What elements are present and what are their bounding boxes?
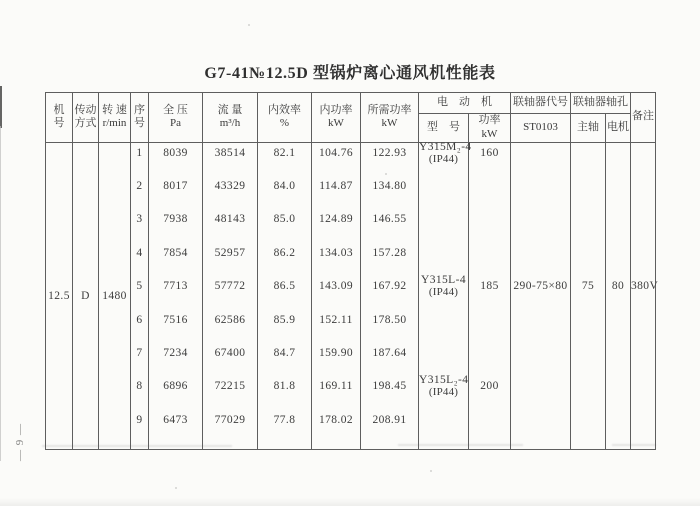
coupling-value-cell <box>511 143 570 449</box>
cell-value: 198.45 <box>372 380 407 393</box>
cell-value: 7713 <box>163 280 188 293</box>
performance-table <box>45 92 659 450</box>
scan-edge-artifact <box>0 86 2 128</box>
cell-value: 167.92 <box>372 280 407 293</box>
th-efficiency <box>258 93 312 143</box>
cell-value: 7516 <box>163 313 188 326</box>
main-shaft-cell <box>571 143 605 449</box>
cell-value: 6473 <box>163 413 188 426</box>
cell-value: 4 <box>136 246 143 259</box>
col-serial <box>131 142 149 449</box>
cell-value: 5 <box>136 280 143 293</box>
cell-value: 52957 <box>214 246 246 259</box>
cell-value: 82.1 <box>273 146 296 159</box>
cell-value: 3 <box>136 213 143 226</box>
th-label: 电机 <box>607 120 629 133</box>
col-remark <box>631 142 659 449</box>
scan-speckle <box>175 487 177 489</box>
col-motor-model <box>419 140 472 449</box>
cell-value: 86.5 <box>273 280 296 293</box>
cell-machine-no: 12.5 <box>48 289 70 302</box>
cell-drive-type: D <box>81 289 90 302</box>
th-required-power <box>361 93 419 143</box>
page-title: G7-41№12.5D 型锅炉离心通风机性能表 <box>204 65 496 82</box>
th-label: kW <box>328 117 344 130</box>
cell-value: 178.02 <box>318 413 354 426</box>
cell-value: 57772 <box>214 280 246 293</box>
cell-value: 8017 <box>163 179 188 192</box>
table-body-row <box>46 142 656 449</box>
th-motor-power <box>469 114 511 143</box>
cell-speed: 1480 <box>102 289 127 302</box>
cell-value: 2 <box>136 179 143 192</box>
th-label: 号 <box>53 117 65 130</box>
cell-value: 7854 <box>163 246 188 259</box>
cell-value: 7938 <box>163 213 188 226</box>
cell-value: 134.03 <box>318 246 354 259</box>
motor-model-value: Y315L₂-4 (IP44) <box>419 374 469 399</box>
motor-model-value: Y315M₂-4 (IP44) <box>419 140 472 165</box>
th-label: 内功率 <box>319 103 353 116</box>
th-drive-type <box>73 93 99 143</box>
motor-protection-value: (IP44) <box>428 152 459 165</box>
motor-model-stack <box>419 140 472 449</box>
cell-value: 7234 <box>163 346 188 359</box>
th-label: 流 量 <box>217 103 243 116</box>
th-motor-group <box>419 93 511 114</box>
cell-value: 38514 <box>214 146 246 159</box>
cell-value: 80 <box>611 280 625 293</box>
col-required-power <box>361 142 419 449</box>
th-serial <box>131 93 149 143</box>
cell-value: 169.11 <box>319 380 353 393</box>
th-label: 号 <box>134 117 145 130</box>
cell-value: 187.64 <box>372 346 407 359</box>
th-label: 联轴器代号 <box>513 96 568 109</box>
internal-power-stack <box>312 143 360 449</box>
cell-value: 208.91 <box>372 413 407 426</box>
motor-protection-value: (IP44) <box>428 386 459 399</box>
th-label: 传动 <box>74 103 97 116</box>
th-machine-no <box>46 93 73 143</box>
remark-cell <box>631 143 659 449</box>
col-main-shaft <box>571 142 606 449</box>
th-flow <box>203 93 258 143</box>
cell-value: 8039 <box>163 146 188 159</box>
motor-power-value: 160 <box>480 146 499 159</box>
th-label: 机 <box>53 103 65 116</box>
cell-value: 178.50 <box>372 313 407 326</box>
cell-value: 81.8 <box>273 380 296 393</box>
th-coupling-hole <box>571 93 631 114</box>
th-remark <box>631 93 656 143</box>
th-coupling-code-value <box>511 114 571 143</box>
th-label: 方式 <box>74 117 97 130</box>
cell-value: 75 <box>581 280 595 293</box>
cell-value: 380V <box>631 280 659 293</box>
col-coupling-code <box>511 142 571 449</box>
col-motor-power <box>469 142 511 449</box>
th-label: 主轴 <box>577 120 599 133</box>
cell-value: 85.0 <box>273 213 296 226</box>
motor-protection-value: (IP44) <box>428 286 459 299</box>
th-label: % <box>279 117 290 130</box>
th-label: 序 <box>134 103 145 116</box>
cell-value: 62586 <box>214 313 246 326</box>
serial-stack <box>131 143 148 449</box>
cell-value: 8 <box>136 380 143 393</box>
th-label: Pa <box>170 117 181 130</box>
cell-value: 77029 <box>214 413 246 426</box>
pressure-stack <box>149 143 202 449</box>
cell-value: 159.90 <box>318 346 354 359</box>
th-label: kW <box>381 117 398 130</box>
th-pressure <box>149 93 203 143</box>
cell-value: 6896 <box>163 380 188 393</box>
col-motor-shaft <box>606 142 631 449</box>
th-label: r/min <box>102 117 127 130</box>
col-machine-no <box>46 142 73 449</box>
th-label: 内效率 <box>268 103 301 116</box>
scan-speckle <box>248 24 250 26</box>
th-label: 电 动 机 <box>437 96 492 109</box>
motor-power-value: 200 <box>480 380 499 393</box>
th-label: 型 号 <box>427 120 460 133</box>
th-label: ST0103 <box>523 120 558 133</box>
scan-shadow <box>0 498 700 506</box>
motor-power-value: 185 <box>480 280 499 293</box>
cell-value: 77.8 <box>273 413 296 426</box>
flow-stack <box>203 143 257 449</box>
scan-speckle <box>430 470 432 472</box>
th-label: 所需功率 <box>367 103 412 116</box>
cell-value: 1 <box>136 146 143 159</box>
th-main-shaft <box>571 114 606 143</box>
cell-value: 84.0 <box>273 179 296 192</box>
th-label: 全 压 <box>163 103 188 116</box>
cell-value: 9 <box>136 413 143 426</box>
cell-value: 67400 <box>214 346 246 359</box>
cell-value: 72215 <box>214 380 246 393</box>
cell-value: 84.7 <box>273 346 296 359</box>
col-speed <box>99 142 131 449</box>
cell-value: 85.9 <box>273 313 296 326</box>
scan-edge-artifact <box>0 126 1 461</box>
cell-value: 86.2 <box>273 246 296 259</box>
cell-value: 122.93 <box>372 146 407 159</box>
cell-value: 290-75×80 <box>513 280 568 293</box>
th-label: 功率 <box>478 114 501 126</box>
motor-model-value: Y315L-4 (IP44) <box>419 274 468 298</box>
th-speed <box>99 93 131 143</box>
cell-value: 124.89 <box>318 213 354 226</box>
cell-value: 114.87 <box>319 179 353 192</box>
th-internal-power <box>312 93 361 143</box>
efficiency-stack <box>258 143 311 449</box>
required-power-stack <box>361 143 418 449</box>
cell-value: 6 <box>136 313 143 326</box>
side-page-number: — 9 — <box>14 423 26 461</box>
th-motor-shaft <box>606 114 631 143</box>
col-pressure <box>149 142 203 449</box>
cell-value: 104.76 <box>318 146 354 159</box>
cell-value: 152.11 <box>319 313 353 326</box>
col-drive-type <box>73 142 99 449</box>
th-coupling-code <box>511 93 571 114</box>
th-label: m³/h <box>219 117 241 130</box>
col-internal-power <box>312 142 361 449</box>
th-label: kW <box>481 127 498 140</box>
col-flow <box>203 142 258 449</box>
th-label: 备注 <box>632 110 654 123</box>
th-motor-model <box>419 114 469 143</box>
cell-value: 48143 <box>214 213 246 226</box>
motor-shaft-cell <box>606 143 630 449</box>
cell-value: 143.09 <box>318 280 354 293</box>
col-efficiency <box>258 142 312 449</box>
th-label: 转 速 <box>102 103 127 116</box>
cell-value: 157.28 <box>372 246 407 259</box>
cell-value: 134.80 <box>372 179 407 192</box>
cell-value: 146.55 <box>372 213 407 226</box>
motor-power-stack <box>469 143 510 449</box>
th-label: 联轴器轴孔 <box>573 96 628 109</box>
cell-value: 43329 <box>214 179 246 192</box>
cell-value: 7 <box>136 346 143 359</box>
